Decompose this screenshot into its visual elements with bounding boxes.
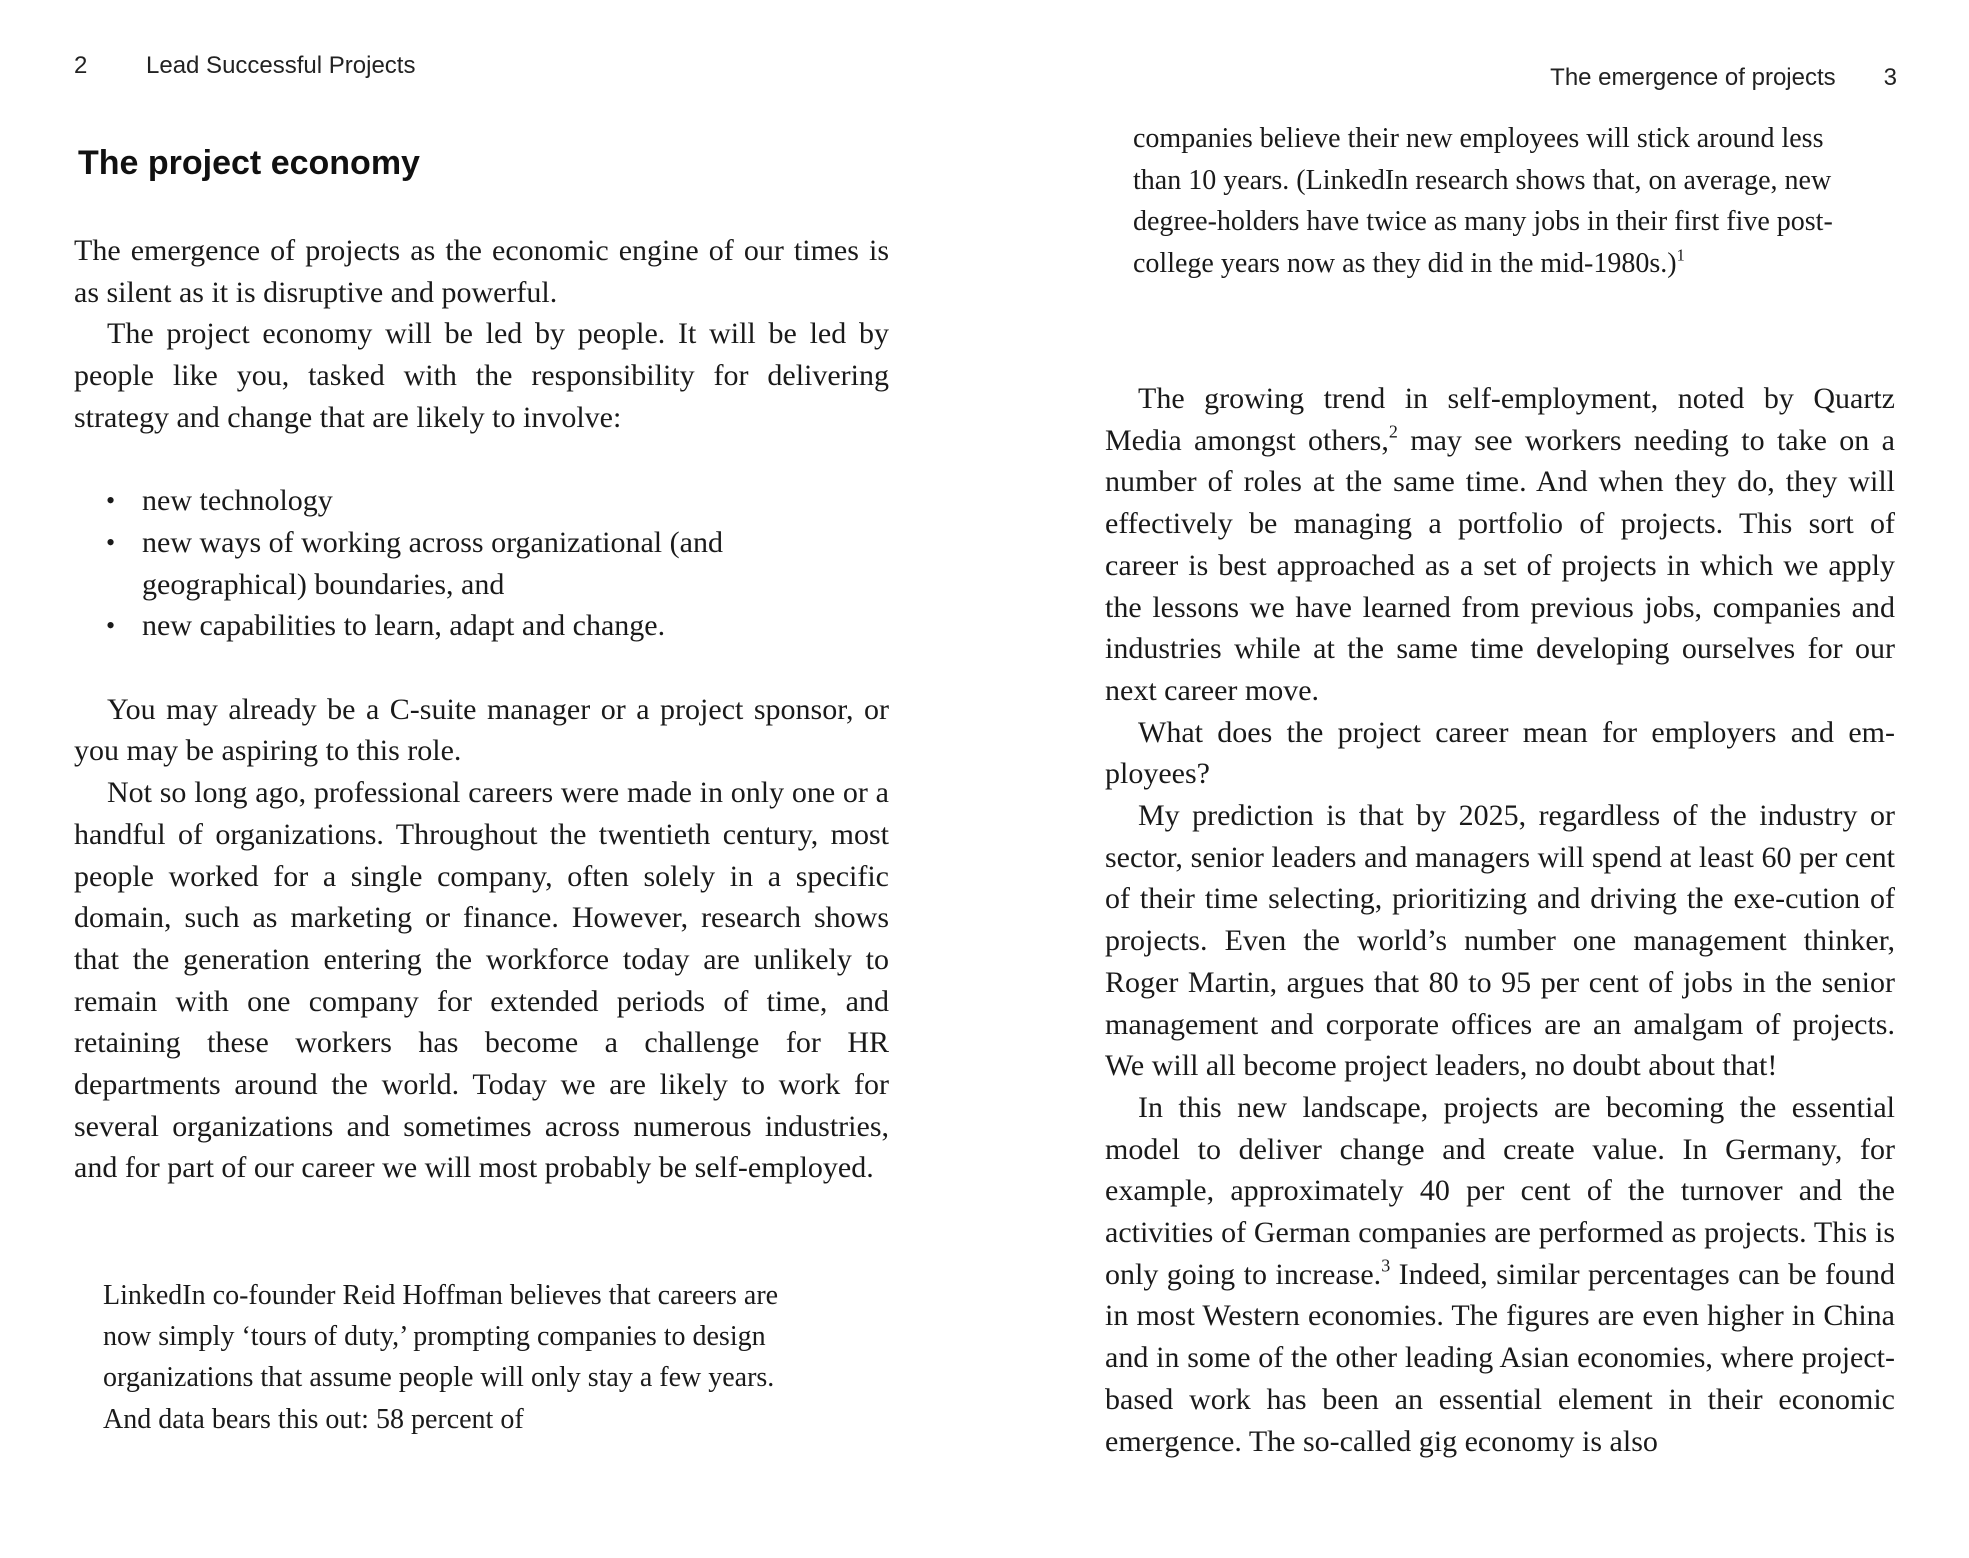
bullet-list xyxy=(74,480,889,647)
footnote-ref: 3 xyxy=(1381,1255,1391,1276)
paragraph: In this new landscape, projects are becoming the essential model to deliver change and create value. In Germany, for example, approximately 40 per cent of the turnover and the activities of German companies are performed as projects. This is only going to increase.$^3$ Indeed, similar percentages can be found in most Western economies. The figures are even higher in China and in some of the other leading Asian economies, where project-based work has been an essential element in their economic emergence. The so-called gig economy is also xyxy=(1105,1090,1895,1458)
running-title: Lead Successful Projects xyxy=(146,52,416,79)
paragraph: Not so long ago, professional careers were made in only one or a handful of organizations. Throughout the twentieth century, most people worked for a single company, often solely in a specific domain, such as marketing or finance. However, research shows that the generation entering the workforce today are unlikely to remain with one company for extended periods of time, and retaining these workers has become a challenge for HR departments around the world. Today we are likely to work for several organizations and sometimes across numerous industries, and for part of our career we will most probably be self-employed. xyxy=(74,776,889,1185)
right-body-text xyxy=(1105,378,1895,1462)
section-title: The project economy xyxy=(78,144,420,182)
paragraph: What does the project career mean for employers and em-ployees? xyxy=(1105,715,1895,791)
page-number: 2 xyxy=(74,52,88,79)
paragraph: My prediction is that by 2025, regardless of the industry or sector, senior leaders and managers will spend at least 60 per cent of their time selecting, prioritizing and driving the exe-cution of projects. Even the world’s number one management thinker, Roger Martin, argues that 80 to 95 per cent of jobs in the senior management and corporate offices are an amalgam of projects. We will all become project leaders, no doubt about that! xyxy=(1105,799,1895,1083)
page-number: 3 xyxy=(1883,64,1897,91)
right-page xyxy=(985,0,1969,1558)
paragraph: The project economy will be led by people. It will be led by people like you, tasked with the responsibility for delivering strategy and change that are likely to involve: xyxy=(74,317,889,434)
bullet-icon: • xyxy=(106,611,116,641)
footnote-ref: 1 xyxy=(1676,245,1685,265)
bullet-icon: • xyxy=(106,527,116,557)
bullet-icon: • xyxy=(106,486,116,516)
paragraph: The emergence of projects as the economic engine of our times is as silent as it is disruptive and powerful. xyxy=(74,234,889,309)
running-head-left xyxy=(74,52,415,80)
list-item: • new ways of working across organizational (and geographical) boundaries, and xyxy=(142,522,889,605)
list-item: • new capabilities to learn, adapt and change. xyxy=(142,605,889,647)
block-quote-continued: companies believe their new employees will stick around less than 10 years. (LinkedIn research shows that, on average, new degree-holders have twice as many jobs in their first five post-college years now as they did in the mid-1980s.)$^1$ xyxy=(1133,123,1833,280)
list-item: • new technology xyxy=(142,480,889,522)
block-quote: LinkedIn co-founder Reid Hoffman believes that careers are now simply ‘tours of duty,’ prompting companies to design organizations that assume people will only stay a few years. And data bears this out: 58 percent of xyxy=(103,1280,779,1435)
left-body-text xyxy=(74,230,889,1189)
paragraph: You may already be a C-suite manager or a project sponsor, or you may be aspiring to this role. xyxy=(74,692,889,768)
running-title: The emergence of projects xyxy=(1550,64,1836,91)
paragraph: The growing trend in self-employment, noted by Quartz Media amongst others,$^2$ may see workers needing to take on a number of roles at the same time. And when they do, they will effectively be managing a portfolio of projects. This sort of career is best approached as a set of projects in which we apply the lessons we have learned from previous jobs, companies and industries while at the same time developing ourselves for our next career move. xyxy=(1105,382,1895,707)
running-head-right xyxy=(1550,64,1897,92)
footnote-ref: 2 xyxy=(1388,421,1398,442)
